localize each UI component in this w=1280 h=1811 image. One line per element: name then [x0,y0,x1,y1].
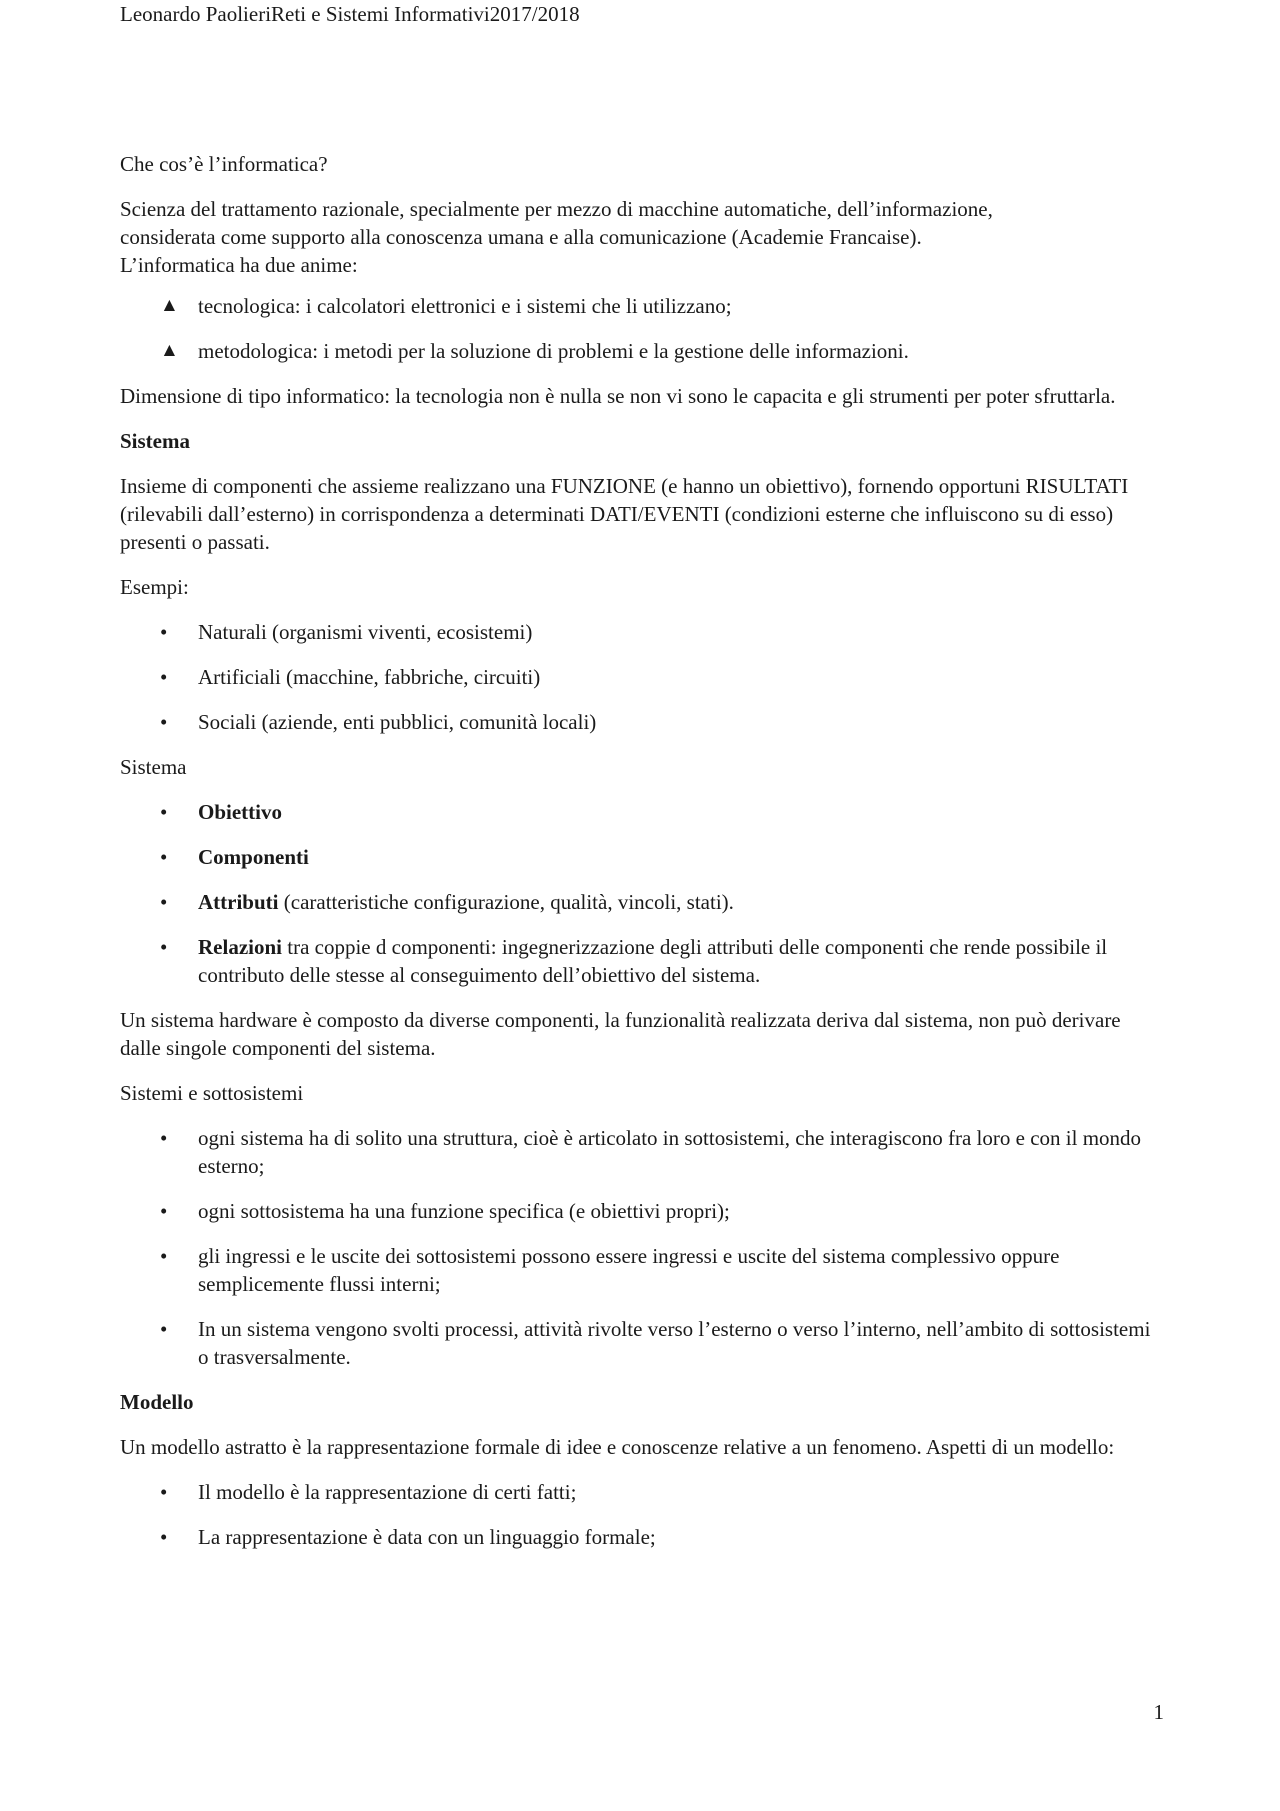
bullet-icon: • [160,1199,168,1223]
list-item [120,708,1165,736]
feature-description: (caratteristiche configurazione, qualità, vincoli, stati). [278,890,734,914]
bullet-icon: • [160,890,168,914]
examples-label: Esempi: [120,575,189,599]
list-item-text: tecnologica: i calcolatori elettronici e i sistemi che li utilizzano; [198,294,732,318]
triangle-bullet-icon: ▲ [160,295,179,316]
bullet-icon: • [160,1317,168,1341]
feature-term: Obiettivo [198,800,282,824]
list-item [120,337,1165,365]
feature-term: Attributi [198,890,279,914]
bullet-icon: • [160,1244,168,1268]
list-item-text: In un sistema vengono svolti processi, attività rivolte verso l’esterno o verso l’interno, nell’ambito di sottosistemi o trasversalmente. [198,1317,1151,1369]
intro-question: Che cos’è l’informatica? [120,152,328,176]
list-item [120,1315,1165,1371]
list-item [120,888,1165,916]
modello-heading: Modello [120,1390,194,1414]
sottosistemi-list [120,1124,1165,1371]
list-item-text: metodologica: i metodi per la soluzione di problemi e la gestione delle informazioni. [198,339,909,363]
feature-term: Relazioni [198,935,282,959]
list-item-text: ogni sottosistema ha una funzione specifica (e obiettivi propri); [198,1199,730,1223]
list-item [120,292,1165,320]
list-item [120,1197,1165,1225]
list-item [120,933,1165,989]
list-item-text: Naturali (organismi viventi, ecosistemi) [198,620,533,644]
definition-line-1: Scienza del trattamento razionale, specialmente per mezzo di macchine automatiche, dell’informazione, [120,197,993,221]
triangle-bullet-icon: ▲ [160,340,179,361]
sistema-heading: Sistema [120,429,190,453]
bullet-icon: • [160,1126,168,1150]
feature-term: Componenti [198,845,309,869]
bullet-icon: • [160,620,168,644]
list-item [120,1124,1165,1180]
modello-list [120,1478,1165,1551]
list-item [120,1478,1165,1506]
list-item-text: ogni sistema ha di solito una struttura, cioè è articolato in sottosistemi, che interagiscono fra loro e con il mondo esterno; [198,1126,1142,1178]
hardware-paragraph: Un sistema hardware è composto da diverse componenti, la funzionalità realizzata deriva dal sistema, non può derivare dalle singole componenti del sistema. [120,1008,1121,1060]
sistema-label: Sistema [120,755,187,779]
feature-description: tra coppie d componenti: ingegnerizzazione degli attributi delle componenti che rende possibile il contributo delle stesse al conseguimento dell’obiettivo del sistema. [198,935,1108,987]
definition-line-2: considerata come supporto alla conoscenza umana e alla comunicazione (Academie Francaise). [120,225,922,249]
list-item-text: Il modello è la rappresentazione di certi fatti; [198,1480,577,1504]
sottosistemi-label: Sistemi e sottosistemi [120,1081,304,1105]
bullet-icon: • [160,1480,168,1504]
bullet-icon: • [160,845,168,869]
bullet-icon: • [160,710,168,734]
page-number: 1 [1153,1700,1164,1724]
souls-list [120,292,1165,365]
list-item-text: La rappresentazione è data con un linguaggio formale; [198,1525,656,1549]
list-item [120,1242,1165,1298]
list-item [120,618,1165,646]
list-item [120,1523,1165,1551]
modello-definition: Un modello astratto è la rappresentazione formale di idee e conoscenze relative a un fenomeno. Aspetti di un modello: [120,1435,1115,1459]
list-item [120,843,1165,871]
sistema-definition: Insieme di componenti che assieme realizzano una FUNZIONE (e hanno un obiettivo), fornendo opportuni RISULTATI (rilevabili dall’esterno) in corrispondenza a determinati DATI/EVENTI (condizioni esterne che influiscono su di esso) presenti o passati. [120,474,1129,554]
list-item-text: gli ingressi e le uscite dei sottosistemi possono essere ingressi e uscite del sistema complessivo oppure semplicemente flussi interni; [198,1244,1060,1296]
informatica-definition [120,195,1165,279]
bullet-icon: • [160,665,168,689]
list-item-text: Sociali (aziende, enti pubblici, comunità locali) [198,710,597,734]
dimension-paragraph: Dimensione di tipo informatico: la tecnologia non è nulla se non vi sono le capacita e gli strumenti per poter sfruttarla. [120,384,1116,408]
list-item [120,798,1165,826]
list-item-text: Artificiali (macchine, fabbriche, circuiti) [198,665,541,689]
running-header: Leonardo PaolieriReti e Sistemi Informativi2017/2018 [120,2,580,26]
bullet-icon: • [160,800,168,824]
bullet-icon: • [160,935,168,959]
examples-list [120,618,1165,736]
features-list [120,798,1165,989]
bullet-icon: • [160,1525,168,1549]
two-souls-intro: L’informatica ha due anime: [120,253,358,277]
page-body [120,150,1165,1568]
list-item [120,663,1165,691]
